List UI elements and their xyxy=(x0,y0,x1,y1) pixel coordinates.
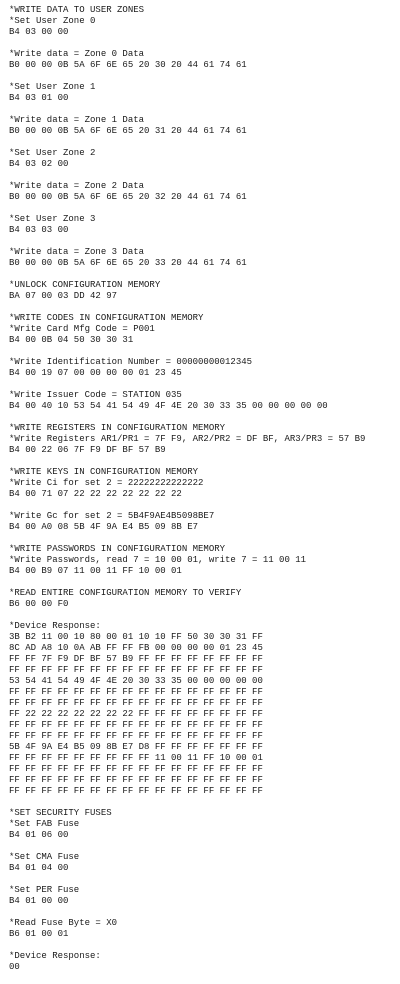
command-block xyxy=(9,5,397,38)
command-block xyxy=(9,544,397,577)
command-block xyxy=(9,82,397,104)
listing-line: FF 22 22 22 22 22 22 22 FF FF FF FF FF FF FF FF xyxy=(9,709,263,719)
listing-line: *WRITE DATA TO USER ZONES xyxy=(9,5,145,15)
listing-line: B6 01 00 01 xyxy=(9,929,69,939)
listing-line: *Write Card Mfg Code = P001 xyxy=(9,324,155,334)
listing-line: BA 07 00 03 DD 42 97 xyxy=(9,291,118,301)
command-block xyxy=(9,214,397,236)
command-block xyxy=(9,918,397,940)
listing-line: *Device Response: xyxy=(9,621,101,631)
listing-line: B4 01 06 00 xyxy=(9,830,69,840)
listing-line: *Write Registers AR1/PR1 = 7F F9, AR2/PR2 = DF BF, AR3/PR3 = 57 B9 xyxy=(9,434,366,444)
listing-line: FF FF FF FF FF FF FF FF FF FF FF FF FF FF FF FF xyxy=(9,764,263,774)
listing-line: *Write Issuer Code = STATION 035 xyxy=(9,390,182,400)
listing-line: B4 01 00 00 xyxy=(9,896,69,906)
listing-line: B0 00 00 0B 5A 6F 6E 65 20 33 20 44 61 74 61 xyxy=(9,258,247,268)
listing-line: 3B B2 11 00 10 80 00 01 10 10 FF 50 30 30 31 FF xyxy=(9,632,263,642)
listing-line: B4 03 01 00 xyxy=(9,93,69,103)
command-block xyxy=(9,621,397,797)
listing-line: *Set User Zone 2 xyxy=(9,148,96,158)
command-block xyxy=(9,357,397,379)
listing-line: FF FF FF FF FF FF FF FF FF FF FF FF FF FF FF FF xyxy=(9,775,263,785)
listing-line: 53 54 41 54 49 4F 4E 20 30 33 35 00 00 00 00 00 xyxy=(9,676,263,686)
listing-line: *Write data = Zone 2 Data xyxy=(9,181,145,191)
listing-line: FF FF FF FF FF FF FF FF FF FF FF FF FF FF FF FF xyxy=(9,786,263,796)
listing-line: B4 00 71 07 22 22 22 22 22 22 22 xyxy=(9,489,182,499)
listing-line: B0 00 00 0B 5A 6F 6E 65 20 30 20 44 61 74 61 xyxy=(9,60,247,70)
listing-line: B4 00 B9 07 11 00 11 FF 10 00 01 xyxy=(9,566,182,576)
listing-line: FF FF FF FF FF FF FF FF FF FF FF FF FF FF FF FF xyxy=(9,665,263,675)
command-block xyxy=(9,885,397,907)
command-block xyxy=(9,390,397,412)
listing-line: B4 00 0B 04 50 30 30 31 xyxy=(9,335,134,345)
command-block xyxy=(9,951,397,973)
listing-line: *WRITE KEYS IN CONFIGURATION MEMORY xyxy=(9,467,199,477)
listing-line: *Write data = Zone 3 Data xyxy=(9,247,145,257)
listing-line: 5B 4F 9A E4 B5 09 8B E7 D8 FF FF FF FF FF FF FF xyxy=(9,742,263,752)
listing-line: *WRITE CODES IN CONFIGURATION MEMORY xyxy=(9,313,204,323)
command-block xyxy=(9,313,397,346)
listing-line: *UNLOCK CONFIGURATION MEMORY xyxy=(9,280,161,290)
command-listing xyxy=(9,5,397,984)
listing-line: *Set PER Fuse xyxy=(9,885,80,895)
listing-line: *READ ENTIRE CONFIGURATION MEMORY TO VERIFY xyxy=(9,588,242,598)
listing-line: B4 01 04 00 xyxy=(9,863,69,873)
listing-line: B4 00 19 07 00 00 00 00 01 23 45 xyxy=(9,368,182,378)
listing-line: *Set User Zone 1 xyxy=(9,82,96,92)
listing-line: *Set User Zone 3 xyxy=(9,214,96,224)
listing-line: *Write Ci for set 2 = 22222222222222 xyxy=(9,478,204,488)
listing-line: *Write data = Zone 0 Data xyxy=(9,49,145,59)
command-block xyxy=(9,808,397,841)
listing-line: FF FF FF FF FF FF FF FF FF FF FF FF FF FF FF FF xyxy=(9,687,263,697)
listing-line: 00 xyxy=(9,962,20,972)
listing-line: B4 00 A0 08 5B 4F 9A E4 B5 09 8B E7 xyxy=(9,522,199,532)
listing-line: FF FF FF FF FF FF FF FF FF FF FF FF FF FF FF FF xyxy=(9,731,263,741)
command-block xyxy=(9,49,397,71)
listing-line: *WRITE PASSWORDS IN CONFIGURATION MEMORY xyxy=(9,544,226,554)
listing-line: B4 03 00 00 xyxy=(9,27,69,37)
listing-line: B6 00 00 F0 xyxy=(9,599,69,609)
listing-line: FF FF 7F F9 DF BF 57 B9 FF FF FF FF FF FF FF FF xyxy=(9,654,263,664)
listing-line: FF FF FF FF FF FF FF FF FF 11 00 11 FF 10 00 01 xyxy=(9,753,263,763)
listing-line: *Set CMA Fuse xyxy=(9,852,80,862)
command-block xyxy=(9,511,397,533)
listing-line: 8C AD A8 10 0A AB FF FF FB 00 00 00 00 01 23 45 xyxy=(9,643,263,653)
listing-line: *SET SECURITY FUSES xyxy=(9,808,112,818)
listing-line: FF FF FF FF FF FF FF FF FF FF FF FF FF FF FF FF xyxy=(9,698,263,708)
listing-line: *Device Response: xyxy=(9,951,101,961)
listing-line: B4 03 03 00 xyxy=(9,225,69,235)
command-block xyxy=(9,852,397,874)
listing-line: *Write Passwords, read 7 = 10 00 01, write 7 = 11 00 11 xyxy=(9,555,307,565)
command-block xyxy=(9,247,397,269)
listing-line: *WRITE REGISTERS IN CONFIGURATION MEMORY xyxy=(9,423,226,433)
command-block xyxy=(9,588,397,610)
listing-line: B4 03 02 00 xyxy=(9,159,69,169)
listing-line: *Read Fuse Byte = X0 xyxy=(9,918,118,928)
listing-line: B4 00 40 10 53 54 41 54 49 4F 4E 20 30 33 35 00 00 00 00 00 xyxy=(9,401,328,411)
listing-line: B0 00 00 0B 5A 6F 6E 65 20 31 20 44 61 74 61 xyxy=(9,126,247,136)
command-block xyxy=(9,148,397,170)
listing-line: *Set FAB Fuse xyxy=(9,819,80,829)
command-block xyxy=(9,181,397,203)
command-block xyxy=(9,280,397,302)
command-block xyxy=(9,467,397,500)
listing-line: *Write data = Zone 1 Data xyxy=(9,115,145,125)
listing-line: FF FF FF FF FF FF FF FF FF FF FF FF FF FF FF FF xyxy=(9,720,263,730)
command-block xyxy=(9,423,397,456)
listing-line: *Write Gc for set 2 = 5B4F9AE4B5098BE7 xyxy=(9,511,215,521)
command-block xyxy=(9,115,397,137)
listing-line: B0 00 00 0B 5A 6F 6E 65 20 32 20 44 61 74 61 xyxy=(9,192,247,202)
listing-line: *Write Identification Number = 00000000012345 xyxy=(9,357,253,367)
listing-line: B4 00 22 06 7F F9 DF BF 57 B9 xyxy=(9,445,166,455)
listing-line: *Set User Zone 0 xyxy=(9,16,96,26)
